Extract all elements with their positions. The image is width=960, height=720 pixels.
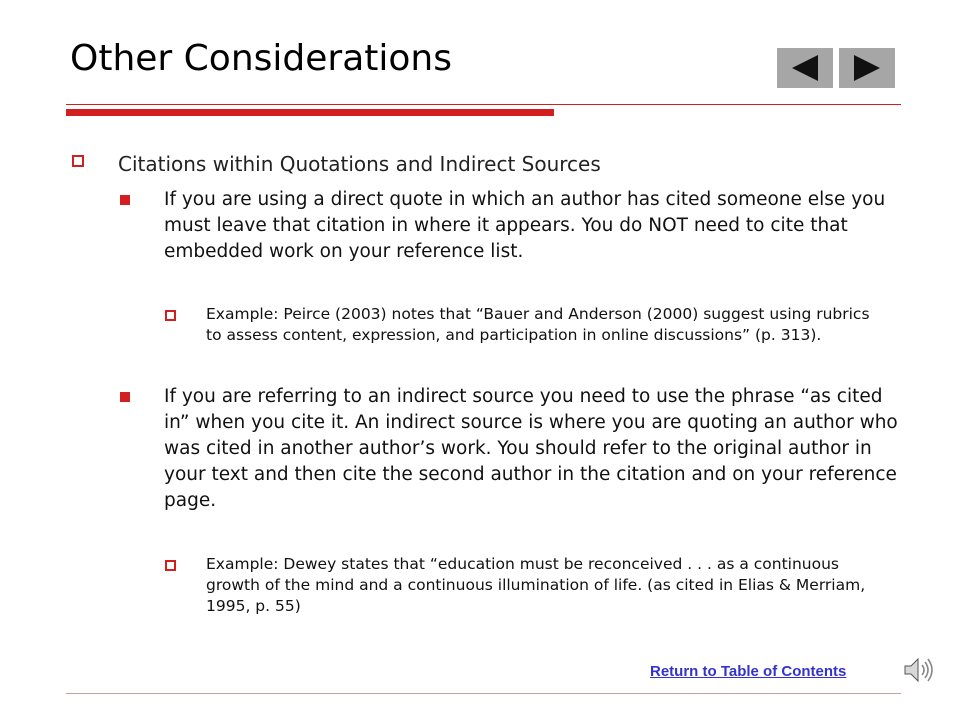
return-to-toc-link[interactable]: Return to Table of Contents xyxy=(650,663,847,680)
filled-square-bullet-icon xyxy=(120,195,130,205)
filled-square-bullet-icon xyxy=(120,392,130,402)
speaker-icon[interactable] xyxy=(903,655,937,685)
example-peirce: Example: Peirce (2003) notes that “Bauer and Anderson (2000) suggest using rubrics to assess content, expression, and participation in online discussions” (p. 313). xyxy=(206,305,870,344)
prev-slide-button[interactable] xyxy=(777,48,833,88)
nav-buttons xyxy=(777,48,895,88)
example-dewey: Example: Dewey states that “education must be reconceived . . . as a continuous growth of the mind and a continuous illumination of life. (as cited in Elias & Merriam, 1995, p. 55) xyxy=(206,555,866,615)
slide-title: Other Considerations xyxy=(70,38,452,79)
section-heading: Citations within Quotations and Indirect Sources xyxy=(118,152,601,176)
triangle-left-icon xyxy=(790,54,820,82)
bullet-point-indirect-source: If you are referring to an indirect source you need to use the phrase “as cited in” when you cite it. An indirect source is where you are quoting an author who was cited in another author’s work. You should refer to the original author in your text and then cite the second author in the citation and on your reference page. xyxy=(164,386,898,511)
title-divider-accent xyxy=(66,109,554,116)
next-slide-button[interactable] xyxy=(839,48,895,88)
title-divider-thin xyxy=(66,104,901,105)
triangle-right-icon xyxy=(852,54,882,82)
hollow-square-bullet-icon xyxy=(165,560,176,571)
hollow-square-bullet-icon xyxy=(72,155,84,167)
hollow-square-bullet-icon xyxy=(165,310,176,321)
footer-divider xyxy=(66,693,901,694)
bullet-point-direct-quote: If you are using a direct quote in which an author has cited someone else you must leave that citation in where it appears. You do NOT need to cite that embedded work on your reference list. xyxy=(164,189,886,262)
